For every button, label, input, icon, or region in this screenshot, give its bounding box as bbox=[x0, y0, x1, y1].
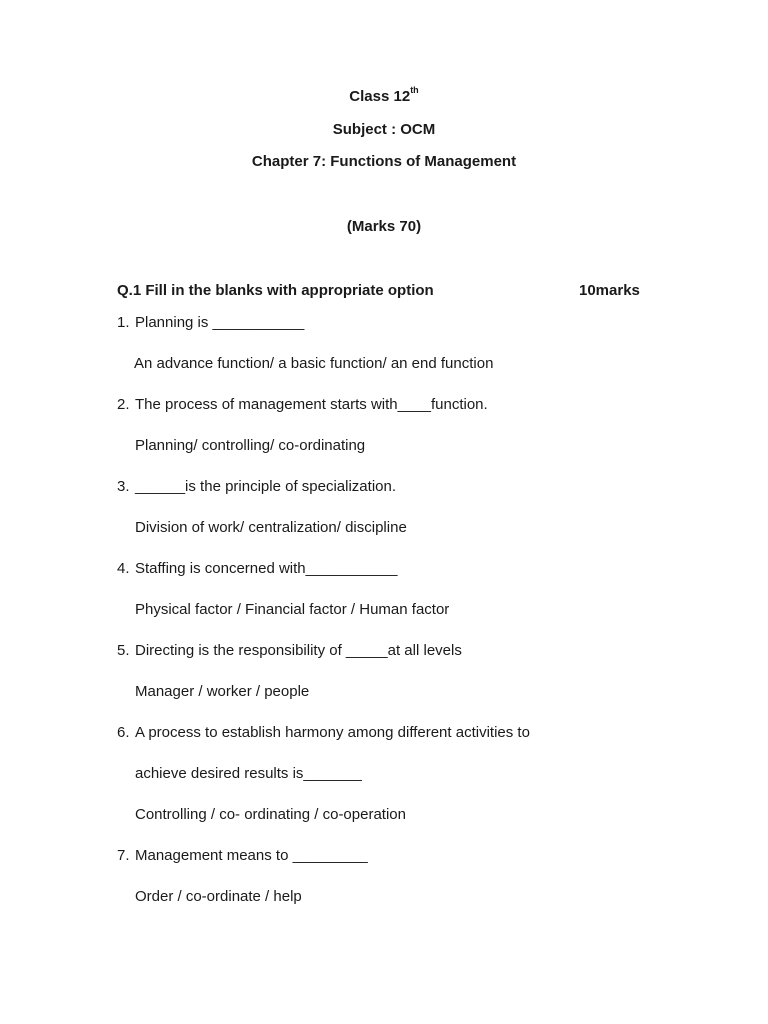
question-options: Manager / worker / people bbox=[135, 683, 310, 700]
question-number: 4. bbox=[117, 560, 130, 577]
question-text: ______is the principle of specialization. bbox=[135, 478, 396, 495]
question-text: Management means to _________ bbox=[135, 847, 368, 864]
question-text: Directing is the responsibility of _____at all levels bbox=[135, 642, 462, 659]
question-options: Planning/ controlling/ co-ordinating bbox=[135, 437, 366, 454]
question-number: 5. bbox=[117, 642, 130, 659]
question-options: Order / co-ordinate / help bbox=[135, 888, 302, 905]
question-text: Staffing is concerned with___________ bbox=[135, 560, 398, 577]
question-number: 6. bbox=[117, 724, 130, 741]
class-suffix: th bbox=[410, 85, 419, 95]
question-options: Physical factor / Financial factor / Human factor bbox=[135, 601, 450, 618]
question-number: 3. bbox=[117, 478, 130, 495]
class-heading bbox=[0, 85, 768, 105]
question-text-continued: achieve desired results is_______ bbox=[135, 765, 362, 782]
subject-heading: Subject : OCM bbox=[332, 121, 436, 138]
question-number: 7. bbox=[117, 847, 130, 864]
question-options: Division of work/ centralization/ discipline bbox=[135, 519, 407, 536]
question-text: Planning is ___________ bbox=[135, 314, 305, 331]
question-text: The process of management starts with____function. bbox=[135, 396, 488, 413]
section-marks: 10marks bbox=[579, 282, 640, 299]
question-number: 1. bbox=[117, 314, 130, 331]
question-number: 2. bbox=[117, 396, 130, 413]
section-title: Q.1 Fill in the blanks with appropriate option bbox=[117, 282, 434, 299]
question-options: An advance function/ a basic function/ an end function bbox=[134, 355, 494, 372]
chapter-heading: Chapter 7: Functions of Management bbox=[251, 153, 517, 170]
class-label: Class 12 bbox=[349, 88, 411, 105]
question-options: Controlling / co- ordinating / co-operation bbox=[135, 806, 406, 823]
question-text: A process to establish harmony among different activities to bbox=[135, 724, 530, 741]
marks-heading: (Marks 70) bbox=[346, 218, 422, 235]
